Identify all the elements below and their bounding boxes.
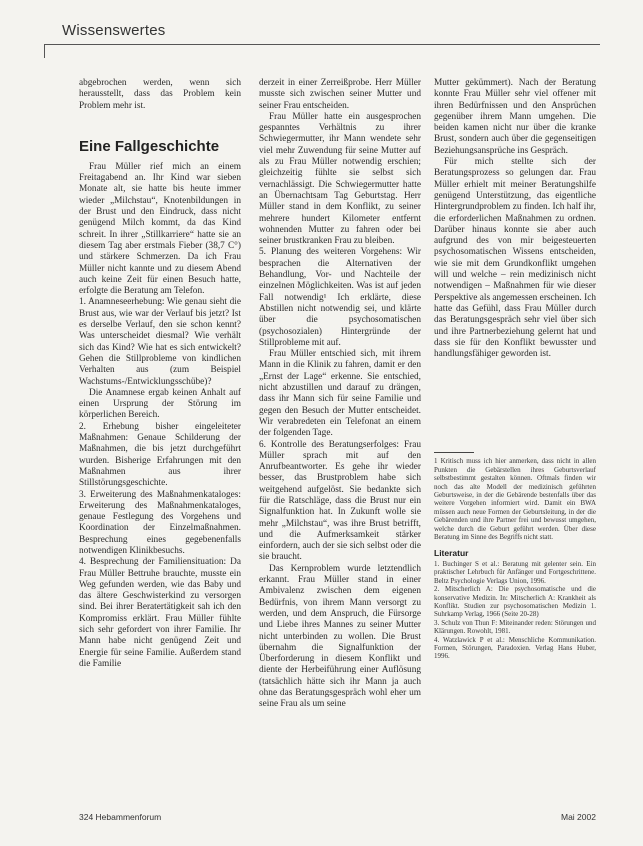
column-right	[434, 78, 596, 790]
literature-heading: Literatur	[434, 548, 469, 559]
footer-date: Mai 2002	[561, 812, 596, 822]
paragraph: 6. Kontrolle des Beratungserfolges: Frau Müller sprach mit auf den Anrufbeantworter. Es gehe ihr wieder besser, das Brustproblem habe sich weitgehend aufgelöst. Sie bedankte sich für die Ratschläge, dass die Brust nur ein Signalfunktion hat. In Zukunft wolle sie mehr „Milchstau“, was ihre Brust betrifft, und die Aufmerksamkeit stärker einfordern, auch der sie sich selbst oder die sie braucht.	[259, 439, 421, 563]
paragraph: Für mich stellte sich der Beratungsprozess so gelungen dar. Frau Müller erhielt mit meiner Beratungshilfe genügend Unterstützung, das eigentliche Hintergrundproblem zu finden. Ich half ihr, die erforderlichen Maßnahmen zu ordnen. Darüber hinaus konnte sie aber auch aufgrund des von mir beigesteuerten psychosomatischen Wissens entscheiden, wie sie mit dem Grundkonflikt umgehen will und welche – rein medizinisch nicht notwendigen – Maßnahmen für wie dieser Perspektive als angemessen erscheinen. Ich hatte das Gefühl, dass Frau Müller durch das Beratungsgespräch sehr viel über sich und ihre Partnerbeziehung gelernt hat und dass sie für den Konflikt bewusster und handlungsfähiger geworden ist.	[434, 157, 596, 360]
paragraph: 5. Planung des weiteren Vorgehens: Wir besprachen die Alternativen der Behandlung, Vor- und Nachteile der einzelnen Möglichkeiten. Was ist auf jeden Fall notwendig¹ Ich erklärte, diese Abstillen nicht notwendig sei, und klärte über die psychosomatischen (psychosozialen) Hintergründe der Stillprobleme mit auf.	[259, 247, 421, 348]
header-rule	[44, 44, 600, 45]
paragraph: 4. Besprechung der Familiensituation: Da Frau Müller Bettruhe brauchte, musste ein Weg gefunden werden, wie das Baby und das ältere Geschwisterkind zu versorgen sind. Bei ihrer Beratertätigkeit sah ich den Kompromiss erklärt. Frau Müller fühlte sich sehr gefordert von ihrer Familie. Ihr Mann habe nicht genügend Zeit und Energie für seine Familie. Außerdem stand die Familie	[79, 557, 241, 669]
reference: 1. Buchinger S et al.: Beratung mit gelenter sein. Ein praktischer Lehrbuch für Anfänger und Fortgeschrittene. Beltz Psychologie Verlags Union, 1996.	[434, 559, 596, 585]
footnote: 1 Kritisch muss ich hier anmerken, dass nicht in allen Punkten die Gebärstellen ihres Geburtsverlauf selbstbestimmt gestalten können. Oftmals finden wir noch das alte Modell der medizinisch geführten Geburtsweise, in der die Gebärende bestenfalls über das weitere Vorgehen informiert wird. Damit ein BWA müssen auch neue Formen der Geburtsleitung, in der die Gebärenden und ihre Partner frei und bewusst umgehen, welche durch die Geburt geführt werden. Über diese Beratung im Sinne des Begriffs nicht statt.	[434, 457, 596, 542]
paragraph: Frau Müller rief mich an einem Freitagabend an. Ihr Kind war sieben Monate alt, sie hatte bis heute immer wieder „Milchstau“, Knotenbildungen in der Brust und den Eindruck, dass nicht genügend Milch kommt, da das Kind schreit. In ihrer „Stillkarriere“ hatte sie an diesem Tag aber erstmals Fieber (38,7 C°) und stärkere Schmerzen. Da ich Frau Müller nicht kannte und zu diesem Abend auch keine Zeit für einen Besuch hatte, erfolgte die Beratung am Telefon.	[79, 161, 241, 297]
footnotes	[434, 457, 596, 660]
footer-page-journal: 324 Hebammenforum	[79, 812, 162, 822]
paragraph: Die Anamnese ergab keinen Anhalt auf einen Ursprung der Störung im körperlichen Bereich.	[79, 387, 241, 421]
paragraph: derzeit in einer Zerreißprobe. Herr Müller musste sich zwischen seiner Mutter und seiner Frau entscheiden.	[259, 78, 421, 111]
article-heading: Eine Fallgeschichte	[79, 137, 220, 155]
header-tick	[44, 44, 45, 58]
column-left	[79, 78, 241, 790]
paragraph: Mutter gekümmert). Nach der Beratung konnte Frau Müller sehr viel offener mit ihren Bedürfnissen und den Ansprüchen gegenüber ihrem Mann umgehen. Die beiden kamen nicht nur über die kranke Brust, sondern auch über die gegenseitigen Beziehungsansprüche ins Gespräch.	[434, 78, 596, 156]
section-label: Wissenswertes	[62, 22, 166, 39]
reference: 2. Mitscherlich A: Die psychosomatische und die konservative Medizin. In: Mitscherlich A: Krankheit als Konflikt. Studien zur psychosomatischen Medizin 1. Suhrkamp Verlag, 1966 (Seite 20-28)	[434, 585, 596, 619]
paragraph: Frau Müller entschied sich, mit ihrem Mann in die Klinik zu fahren, damit er den „Ernst der Lage“ erkenne. Sie entschied, nicht abzustillen und darauf zu drängen, dass ihr Mann sich für seine Familie und gegen den Besuch der Mutter entscheidet. Wir verabredeten ein Telefonat an einem der folgenden Tage.	[259, 349, 421, 439]
paragraph: 1. Anamneseerhebung: Wie genau sieht die Brust aus, wie war der Verlauf bis jetzt? Ist es derselbe Verlauf, den sie schon kennt? Was unterscheidet diesmal? Wie verhält sich das Kind? Wie hat es sich entwickelt? Gehen die Stillprobleme von kindlichen Verhalten aus (zum Beispiel Wachstums-/Entwicklungsschübe)?	[79, 297, 241, 387]
paragraph: 3. Erweiterung des Maßnahmenkataloges: Erweiterung des Maßnahmenkataloges, genaue Festlegung des Vorgehens und Koordination der Einzelmaßnahmen. Besprechung eines gegebenenfalls notwendigen Klinikbesuchs.	[79, 489, 241, 556]
footnote-rule	[434, 452, 474, 453]
paragraph: 2. Erhebung bisher eingeleiteter Maßnahmen: Genaue Schilderung der Maßnahmen, die bis jetzt durchgeführt wurden. Bisherige Erfahrungen mit den Maßnahmen aus ihrer Stillstörungsgeschichte.	[79, 421, 241, 489]
paragraph: abgebrochen werden, wenn sich herausstellt, dass das Problem kein Problem mehr ist.	[79, 78, 241, 111]
reference: 3. Schulz von Thun F: Miteinander reden: Störungen und Klärungen. Rowohlt, 1981.	[434, 618, 596, 636]
paragraph: Frau Müller hatte ein ausgesprochen gespanntes Verhältnis zu ihrer Schwiegermutter, ihr Mann wendete sehr viel mehr Zuwendung für seine Mutter auf als zu Frau Müller notwendig erschien; gleichzeitig fühlte sie selbst sich vernachlässigt. Die Schwiegermutter hatte an Übernachtsam Tag Geburtstag. Herr Müller stand in dem Konflikt, zu seiner mehrere hundert Kilometer entfernt wohnenden Mutter zu fahren oder bei seiner brustkranken Frau zu bleiben.	[259, 111, 421, 247]
paragraph: Das Kernproblem wurde letztendlich erkannt. Frau Müller stand in einer Ambivalenz zwischen dem eigenen Bedürfnis, von ihrem Mann versorgt zu werden, und dem Anspruch, die Fürsorge und Liebe ihres Mannes zu seiner Mutter nicht unterbinden zu wollen. Die Brust übernahm die Signalfunktion der Überforderung in diesem Konflikt und diente der Herbeiführung einer Auflösung (tatsächlich hätte sich ihr Mann ja auch ohne das Beratungsgespräch wohl eher um seine Frau als um seine	[259, 563, 421, 710]
column-middle	[259, 78, 421, 790]
reference: 4. Watzlawick P et al.: Menschliche Kommunikation. Formen, Störungen, Paradoxien. Verlag Hans Huber, 1996.	[434, 635, 596, 661]
